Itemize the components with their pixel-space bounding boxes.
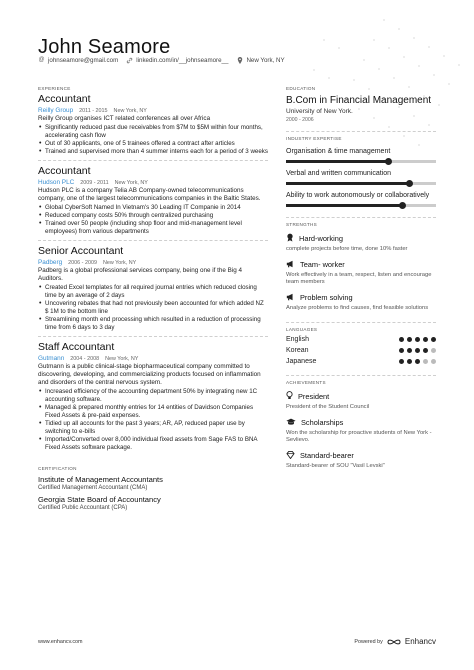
job-title: Accountant: [38, 165, 91, 177]
location-text: New York, NY: [246, 57, 285, 64]
job-bullets: [38, 204, 268, 236]
language-row: [286, 336, 436, 343]
language-level-dot: [415, 359, 420, 364]
strength-item: [286, 260, 436, 287]
lightbulb-icon: [286, 391, 293, 402]
link-icon: [126, 57, 133, 64]
job-bullet: • Managed & prepared monthly entries for 14 entities of Davidson Companies Fixed Assets & pre-paid expenses.: [38, 404, 268, 420]
job-dates: 2006 - 2009: [68, 259, 97, 266]
strength-description: Analyze problems to find causes, find feasible solutions: [286, 304, 429, 311]
certification-title: Georgia State Board of Accountancy: [38, 495, 161, 504]
language-name: Korean: [286, 347, 309, 354]
job-bullet: • Reduced company costs 50% through centralized purchasing: [38, 212, 268, 220]
job-bullet: • Imported/Converted over 8,000 individual fixed assets from Sage FAS to BNA Fixed Assets software package.: [38, 436, 268, 452]
divider: [286, 131, 436, 132]
job-meta: [38, 259, 268, 266]
certification-list: [38, 475, 268, 511]
skill-level-bar: [286, 182, 436, 185]
achievements-heading: ACHIEVEMENTS: [286, 380, 326, 385]
award-icon: [286, 233, 294, 244]
job-bullets: [38, 284, 268, 332]
strengths-heading: STRENGTHS: [286, 222, 318, 227]
job-meta: [38, 355, 268, 362]
strength-description: Work effectively in a team, respect, listen and encourage team members: [286, 271, 432, 285]
job-bullet: • Trained and supervised more than 4 summer interns each for a period of 3 weeks: [38, 148, 268, 156]
strength-title: Problem solving: [300, 293, 353, 302]
language-level-dot: [407, 337, 412, 342]
experience-heading: EXPERIENCE: [38, 86, 71, 91]
language-level-dot: [399, 337, 404, 342]
divider: [38, 160, 268, 161]
skill-label: Verbal and written communication: [286, 170, 392, 177]
achievement-description: Standard-bearer of SOU "Vasil Levski": [286, 462, 385, 469]
skill-level-knob: [385, 158, 392, 165]
job-bullets: [38, 124, 268, 156]
job-company: Reilly Group: [38, 107, 74, 114]
skill-level-fill: [286, 204, 403, 207]
skill-level-bar: [286, 204, 436, 207]
divider: [286, 375, 436, 376]
job-bullet: • Out of 30 applicants, one of 5 trainees offered a contract after articles: [38, 140, 268, 148]
job-dates: 2009 - 2011: [80, 179, 109, 186]
skill-level-fill: [286, 160, 388, 163]
language-level-dot: [407, 359, 412, 364]
job-dates: 2011 - 2015: [79, 107, 108, 114]
education-dates: 2000 - 2006: [286, 117, 314, 123]
language-name: English: [286, 336, 309, 343]
skill-item: [286, 147, 436, 163]
achievement-item: [286, 391, 436, 412]
skill-item: [286, 191, 436, 207]
achievement-description: Won the scholarship for proactive students of New York - Sevlievo.: [286, 429, 432, 443]
skill-level-bar: [286, 160, 436, 163]
strength-title: Hard-working: [299, 234, 343, 243]
divider: [38, 336, 268, 337]
contact-linkedin[interactable]: [126, 57, 228, 64]
education-degree: B.Com in Financial Management: [286, 95, 432, 106]
job-bullet: • Streamlining month end processing which resulted in a reduction of processing time from 6 days to 3 day: [38, 316, 268, 332]
language-level-dot: [431, 359, 436, 364]
achievement-title: Standard-bearer: [300, 451, 354, 460]
location-pin-icon: [236, 57, 243, 64]
skill-item: [286, 169, 436, 185]
achievement-title: President: [298, 392, 330, 401]
language-level-dot: [431, 348, 436, 353]
contact-location: [236, 57, 284, 64]
job-location: New York, NY: [113, 107, 147, 114]
powered-by-text: Powered by: [354, 638, 383, 645]
contact-row: [38, 57, 285, 64]
job-entry: [38, 93, 268, 156]
at-icon: @: [38, 57, 45, 63]
achievement-title-row: [286, 418, 436, 428]
strength-title-row: [286, 233, 436, 244]
job-entry: [38, 245, 268, 332]
language-level-dots: [399, 348, 436, 353]
job-meta: [38, 107, 268, 114]
languages-heading: LANGUAGES: [286, 327, 318, 332]
job-bullet: • Tidied up all accounts for the past 3 years; AR, AP, reduced paper use by switching to e-bills: [38, 420, 268, 436]
language-level-dot: [423, 348, 428, 353]
left-column: [38, 86, 268, 511]
job-meta: [38, 179, 268, 186]
divider: [38, 240, 268, 241]
job-bullet: • Trained over 50 people (including shop floor and mid-management level employees) from various departments: [38, 220, 268, 236]
job-bullet: • Global CyberSoft Named In Vietnam's 30 Leading IT Companie in 2014: [38, 204, 268, 212]
strengths-list: [286, 233, 436, 312]
job-description: Padberg is a global professional services company, being one if the Big 4 Auditors.: [38, 267, 242, 282]
job-entry: [38, 165, 268, 236]
job-bullet: • Significantly reduced past due receivables from $7M to $5M within four months, accelerating cash flow: [38, 124, 268, 140]
skill-level-fill: [286, 182, 409, 185]
job-title: Staff Accountant: [38, 341, 115, 353]
strength-title: Team- worker: [300, 260, 345, 269]
powered-by: [354, 637, 436, 646]
achievement-item: [286, 418, 436, 445]
job-company: Gutmann: [38, 355, 65, 362]
achievement-description: President of the Student Council: [286, 404, 370, 410]
job-company: Padberg: [38, 259, 63, 266]
megaphone-icon: [286, 293, 295, 303]
strength-description: complete projects before time, done 10% faster: [286, 246, 408, 252]
skills-list: [286, 147, 436, 207]
certification-subtitle: Certified Management Accountant (CMA): [38, 485, 148, 491]
language-level-dot: [407, 348, 412, 353]
strength-title-row: [286, 260, 436, 270]
language-level-dot: [431, 337, 436, 342]
language-level-dot: [423, 337, 428, 342]
language-row: [286, 358, 436, 365]
certification-heading: CERTIFICATION: [38, 466, 77, 471]
languages-list: [286, 336, 436, 365]
job-description: Hudson PLC is a company Telia AB Company-owned telecommunications company, one of the largest telecommunications companies in the Baltic States.: [38, 187, 261, 202]
achievement-title-row: [286, 391, 436, 402]
language-name: Japanese: [286, 358, 317, 365]
job-description: Gutmann is a public clinical-stage biopharmaceutical company committed to discovering, developing, and commercializing products focused on inflammation and disorders of the central nervous system.: [38, 363, 261, 386]
job-company: Hudson PLC: [38, 179, 75, 186]
language-level-dots: [399, 337, 436, 342]
strength-item: [286, 293, 436, 313]
right-column: [286, 86, 436, 470]
divider: [286, 217, 436, 218]
education-school: University of New York.: [286, 108, 353, 115]
language-level-dot: [415, 348, 420, 353]
job-entry: [38, 341, 268, 452]
job-location: New York, NY: [105, 355, 139, 362]
email-text: johnseamore@gmail.com: [48, 57, 119, 64]
strength-title-row: [286, 293, 436, 303]
experience-list: [38, 93, 268, 452]
linkedin-text: linkedin.com/in/__johnseamore__: [136, 57, 229, 64]
language-level-dot: [423, 359, 428, 364]
job-bullet: • Increased efficiency of the accounting department 50% by integrating new 1C accounting software.: [38, 388, 268, 404]
enhancv-logo-icon: [387, 638, 401, 646]
achievement-title-row: [286, 451, 436, 461]
footer: [38, 637, 436, 646]
skill-level-knob: [399, 202, 406, 209]
job-description: Reilly Group organises ICT related conferences all over Africa: [38, 115, 211, 122]
job-bullet: • Created Excel templates for all required journal entries which reduced closing time by an average of 2 days: [38, 284, 268, 300]
language-level-dot: [399, 348, 404, 353]
job-title: Senior Accountant: [38, 245, 124, 257]
achievement-item: [286, 451, 436, 471]
job-bullets: [38, 388, 268, 452]
footer-website[interactable]: www.enhancv.com: [38, 638, 83, 645]
contact-email[interactable]: [38, 57, 118, 64]
strength-item: [286, 233, 436, 254]
skill-label: Ability to work autonomously or collaboratively: [286, 192, 430, 199]
language-level-dot: [415, 337, 420, 342]
job-location: New York, NY: [102, 259, 137, 266]
language-level-dots: [399, 359, 436, 364]
job-title: Accountant: [38, 93, 91, 105]
certification-subtitle: Certified Public Accountant (CPA): [38, 505, 128, 511]
diamond-icon: [286, 451, 295, 461]
industry-expertise-heading: INDUSTRY EXPERTISE: [286, 136, 342, 141]
education-heading: EDUCATION: [286, 86, 316, 91]
divider: [286, 322, 436, 323]
candidate-name: John Seamore: [38, 36, 171, 58]
job-location: New York, NY: [114, 179, 148, 186]
certification-title: Institute of Management Accountants: [38, 475, 163, 484]
language-row: [286, 347, 436, 354]
achievement-title: Scholarships: [301, 418, 344, 427]
graduation-cap-icon: [286, 418, 296, 428]
job-dates: 2004 - 2008: [70, 355, 100, 362]
skill-label: Organisation & time management: [286, 148, 391, 155]
job-bullet: • Uncovering rebates that had not previously been accounted for which added NZ $ 1M to the bottom line: [38, 300, 268, 316]
skill-level-knob: [406, 180, 413, 187]
brand-name: Enhancv: [404, 637, 436, 646]
achievements-list: [286, 391, 436, 470]
megaphone-icon: [286, 260, 295, 270]
language-level-dot: [399, 359, 404, 364]
